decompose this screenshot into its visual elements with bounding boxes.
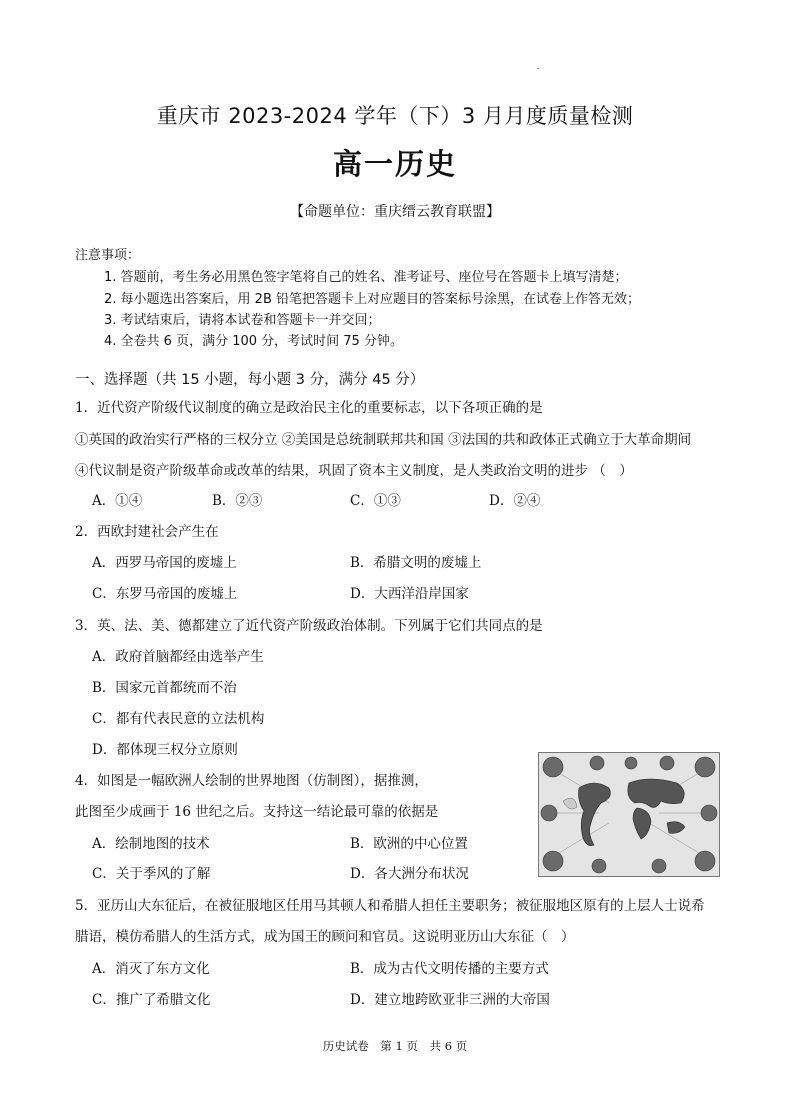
issuing-unit: 【命题单位：重庆缙云教育联盟】 xyxy=(290,204,500,220)
question-4-stem: 此图至少成画于 16 世纪之后。支持这一结论最可靠的依据是 xyxy=(75,804,439,820)
question-3-stem: 3．英、法、美、德都建立了近代资产阶级政治体制。下列属于它们共同点的是 xyxy=(75,618,543,634)
world-map-figure xyxy=(538,752,720,877)
q3-option-d[interactable]: D．都体现三权分立原则 xyxy=(92,742,238,758)
q4-option-c[interactable]: C．关于季风的了解 xyxy=(92,866,211,882)
q5-option-b[interactable]: B．成为古代文明传播的主要方式 xyxy=(350,961,549,977)
q4-option-b[interactable]: B．欧洲的中心位置 xyxy=(350,836,468,852)
q1-option-d[interactable]: D．②④ xyxy=(489,493,541,509)
notes-heading: 注意事项： xyxy=(75,248,141,263)
question-1-statements: ④代议制是资产阶级革命或改革的结果，巩固了资本主义制度，是人类政治文明的进步 （ ） xyxy=(75,463,633,479)
question-4-stem: 4．如图是一幅欧洲人绘制的世界地图（仿制图），据推测， xyxy=(75,773,428,789)
footer-total-pages: 共 6 页 xyxy=(429,1039,468,1053)
note-item: 2. 每小题选出答案后，用 2B 铅笔把答题卡上对应题目的答案标号涂黑，在试卷上作答无效； xyxy=(104,292,640,307)
q2-option-c[interactable]: C．东罗马帝国的废墟上 xyxy=(92,586,238,602)
q5-option-d[interactable]: D．建立地跨欧亚非三洲的大帝国 xyxy=(350,992,550,1008)
question-1-stem: 1．近代资产阶级代议制度的确立是政治民主化的重要标志，以下各项正确的是 xyxy=(75,400,543,416)
page-footer xyxy=(0,1038,790,1054)
note-item: 1. 答题前，考生务必用黑色签字笔将自己的姓名、准考证号、座位号在答题卡上填写清楚； xyxy=(104,270,628,285)
world-map-illustration xyxy=(539,753,719,876)
q4-option-a[interactable]: A．绘制地图的技术 xyxy=(92,836,210,852)
scan-speck xyxy=(537,68,539,69)
q3-option-c[interactable]: C．都有代表民意的立法机构 xyxy=(92,711,265,727)
q2-option-a[interactable]: A．西罗马帝国的废墟上 xyxy=(92,555,237,571)
question-1-statements: ①英国的政治实行严格的三权分立 ②美国是总统制联邦共和国 ③法国的共和政体正式确立于大革命期间 xyxy=(75,432,692,448)
q2-option-b[interactable]: B．希腊文明的废墟上 xyxy=(350,555,482,571)
q1-option-a[interactable]: A．①④ xyxy=(92,493,143,509)
q1-option-c[interactable]: C．①③ xyxy=(350,493,401,509)
footer-subject: 历史试卷 xyxy=(322,1039,369,1053)
q2-option-d[interactable]: D．大西洋沿岸国家 xyxy=(350,586,469,602)
subject-title: 高一历史 xyxy=(332,147,457,181)
q1-option-b[interactable]: B．②③ xyxy=(212,493,263,509)
note-item: 3. 考试结束后，请将本试卷和答题卡一并交回； xyxy=(104,313,381,328)
question-2-stem: 2．西欧封建社会产生在 xyxy=(75,524,219,540)
q3-option-a[interactable]: A．政府首脑都经由选举产生 xyxy=(92,649,264,665)
q5-option-c[interactable]: C．推广了希腊文化 xyxy=(92,992,211,1008)
exam-title: 重庆市 2023-2024 学年（下）3 月月度质量检测 xyxy=(156,104,634,128)
q3-option-b[interactable]: B．国家元首都统而不治 xyxy=(92,680,237,696)
section-title: 一、选择题（共 15 小题，每小题 3 分，满分 45 分） xyxy=(75,372,425,388)
q5-option-a[interactable]: A．消灭了东方文化 xyxy=(92,961,210,977)
question-5-stem: 5．亚历山大东征后，在被征服地区任用马其顿人和希腊人担任主要职务；被征服地区原有的上层人士说希 xyxy=(75,898,705,914)
question-5-stem: 腊语，模仿希腊人的生活方式，成为国王的顾问和官员。这说明亚历山大东征（ ） xyxy=(75,929,575,945)
q4-option-d[interactable]: D．各大洲分布状况 xyxy=(350,866,469,882)
note-item: 4. 全卷共 6 页，满分 100 分，考试时间 75 分钟。 xyxy=(104,334,403,349)
footer-page-number: 第 1 页 xyxy=(380,1039,418,1053)
